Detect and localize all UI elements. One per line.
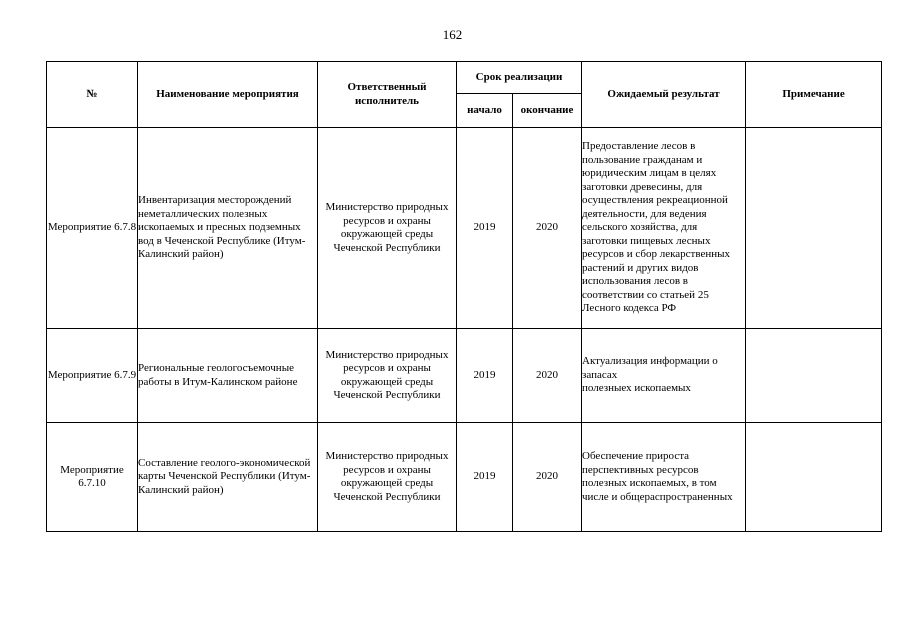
activity-start: 2019 [457,423,513,532]
activity-result: Обеспечение прироста перспективных ресурсов полезных ископаемых, в том числе и общераспространенных [582,423,746,532]
activity-name: Региональные геологосъемочные работы в Итум-Калинском районе [138,329,318,423]
activity-start: 2019 [457,329,513,423]
header-result: Ожидаемый результат [582,62,746,128]
activity-id: Мероприятие 6.7.10 [47,423,138,532]
table-row [47,329,882,423]
activity-responsible: Министерство природных ресурсов и охраны окружающей среды Чеченской Республики [318,329,457,423]
activity-result: Предоставление лесов в пользование гражданам и юридическим лицам в целях заготовки древесины, для осуществления рекреационной деятельности, для ведения сельского хозяйства, для заготовки пищевых лесных ресурсов и сбор лекарственных растений и других видов использования лесов в соответствии со статьей 25 Лесного кодекса РФ [582,128,746,329]
activity-name: Инвентаризация месторождений неметаллических полезных ископаемых и пресных подземных вод в Чеченской Республике (Итум-Калинский район) [138,128,318,329]
page-number: 162 [442,27,463,42]
header-row [47,62,882,94]
activity-end: 2020 [513,128,582,329]
activity-name: Составление геолого-экономической карты Чеченской Республики (Итум-Калинский район) [138,423,318,532]
header-end: окончание [513,94,582,128]
activity-result: Актуализация информации о запасах полезныех ископаемых [582,329,746,423]
header-term: Срок реализации [457,62,582,94]
activity-note [746,329,882,423]
header-start: начало [457,94,513,128]
activity-note [746,423,882,532]
header-name: Наименование мероприятия [138,62,318,128]
header-note: Примечание [746,62,882,128]
table-row [47,128,882,329]
header-responsible: Ответственный исполнитель [318,62,457,128]
activity-id: Мероприятие 6.7.8 [47,128,138,329]
activity-id: Мероприятие 6.7.9 [47,329,138,423]
activity-start: 2019 [457,128,513,329]
activity-end: 2020 [513,423,582,532]
activity-note [746,128,882,329]
activity-responsible: Министерство природных ресурсов и охраны окружающей среды Чеченской Республики [318,128,457,329]
activity-responsible: Министерство природных ресурсов и охраны окружающей среды Чеченской Республики [318,423,457,532]
activity-end: 2020 [513,329,582,423]
table-row [47,423,882,532]
activities-table [46,61,882,532]
header-num: № [47,62,138,128]
